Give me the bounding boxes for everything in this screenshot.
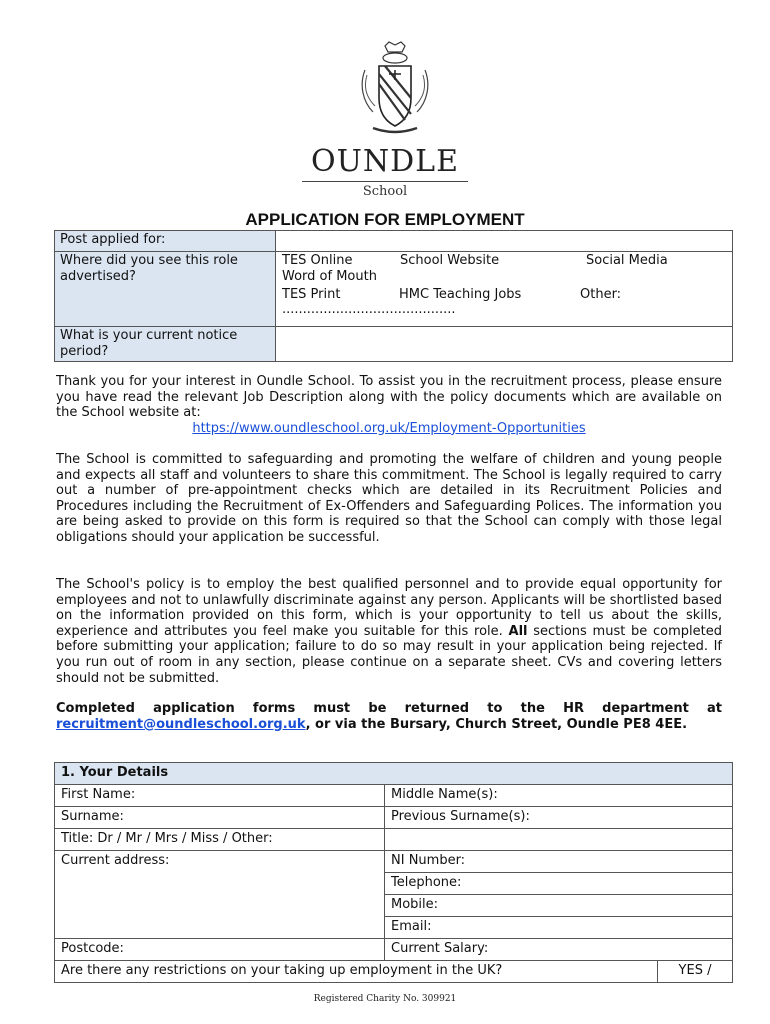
notice-period-field[interactable] <box>276 327 733 362</box>
telephone-field[interactable]: Telephone: <box>385 873 733 895</box>
policy-paragraph <box>56 577 722 686</box>
title-field[interactable]: Title: Dr / Mr / Mrs / Miss / Other: <box>55 829 385 851</box>
logo-divider <box>302 181 468 182</box>
safeguarding-paragraph: The School is committed to safeguarding and promoting the welfare of children and young people and expects all staff and volunteers to share this commitment. The School is legally required to carry out a number of pre-appointment checks which are detailed in its Recruitment Policies and Procedures including the Recruitment of Ex-Offenders and Safeguarding Polices. The information you are being asked to provide on this form is required so that the School can comply with those legal obligations should your application be successful. <box>56 452 722 545</box>
intro-text: Thank you for your interest in Oundle School. To assist you in the recruitment process, please ensure you have read the relevant Job Description along with the policy documents which are available on the School website at: <box>56 374 722 421</box>
school-name: OUNDLE <box>310 144 459 179</box>
return-text: Completed application forms must be returned to the HR department at <box>56 701 722 716</box>
restrictions-yes-option[interactable]: YES / <box>658 961 733 983</box>
intro-paragraph <box>56 374 722 436</box>
option-school-website[interactable]: School Website <box>400 253 500 268</box>
post-applied-field[interactable] <box>276 231 733 252</box>
option-hmc-teaching-jobs[interactable]: HMC Teaching Jobs <box>399 287 522 302</box>
mobile-field[interactable]: Mobile: <box>385 895 733 917</box>
policy-text-rest: sections must be completed before submitting your application; failure to do so may result in your application being rejected. If you run out of room in any section, please continue on a separate sheet. CVs and covering letters should not be submitted. <box>56 623 722 686</box>
current-salary-field[interactable]: Current Salary: <box>385 939 733 961</box>
option-social-media[interactable]: Social Media <box>586 253 668 268</box>
employment-link[interactable]: https://www.oundleschool.org.uk/Employment-Opportunities <box>192 420 586 436</box>
policy-bold-all: All <box>508 623 528 639</box>
charity-footer: Registered Charity No. 309921 <box>313 994 457 1004</box>
ni-number-field[interactable]: NI Number: <box>385 851 733 873</box>
school-logo <box>300 40 470 200</box>
option-other[interactable]: Other: <box>580 287 622 302</box>
current-address-field[interactable]: Current address: <box>55 851 385 939</box>
other-dots-field[interactable]: .......................................... <box>282 302 456 317</box>
post-table <box>54 230 733 362</box>
school-subtitle: School <box>362 184 408 199</box>
your-details-table <box>54 762 733 983</box>
surname-field[interactable]: Surname: <box>55 807 385 829</box>
middle-names-field[interactable]: Middle Name(s): <box>385 785 733 807</box>
return-paragraph <box>56 701 722 732</box>
advertised-options <box>276 252 733 327</box>
first-name-field[interactable]: First Name: <box>55 785 385 807</box>
notice-period-label: What is your current notice period? <box>55 327 276 362</box>
email-field[interactable]: Email: <box>385 917 733 939</box>
return-address: , or via the Bursary, Church Street, Oundle PE8 4EE. <box>305 716 688 732</box>
page-title: APPLICATION FOR EMPLOYMENT <box>245 210 525 229</box>
advertised-label: Where did you see this role advertised? <box>55 252 276 327</box>
option-word-of-mouth[interactable]: Word of Mouth <box>282 269 377 284</box>
post-applied-label: Post applied for: <box>55 231 276 252</box>
title-adjacent-cell <box>385 829 733 851</box>
school-crest-icon <box>355 40 435 140</box>
your-details-heading: 1. Your Details <box>55 763 733 785</box>
option-tes-print[interactable]: TES Print <box>282 287 341 302</box>
restrictions-question: Are there any restrictions on your taking up employment in the UK? <box>55 961 658 983</box>
option-tes-online[interactable]: TES Online <box>282 253 353 268</box>
postcode-field[interactable]: Postcode: <box>55 939 385 961</box>
previous-surnames-field[interactable]: Previous Surname(s): <box>385 807 733 829</box>
policy-text: The School's policy is to employ the best qualified personnel and to provide equal opportunity for employees and not to unlawfully discriminate against any person. Applicants will be shortlisted based on the information provided on this form, which is your opportunity to tell us about the skills, experience and attributes you feel make you suitable for this role. <box>56 577 722 639</box>
recruitment-email-link[interactable]: recruitment@oundleschool.org.uk <box>56 716 306 732</box>
